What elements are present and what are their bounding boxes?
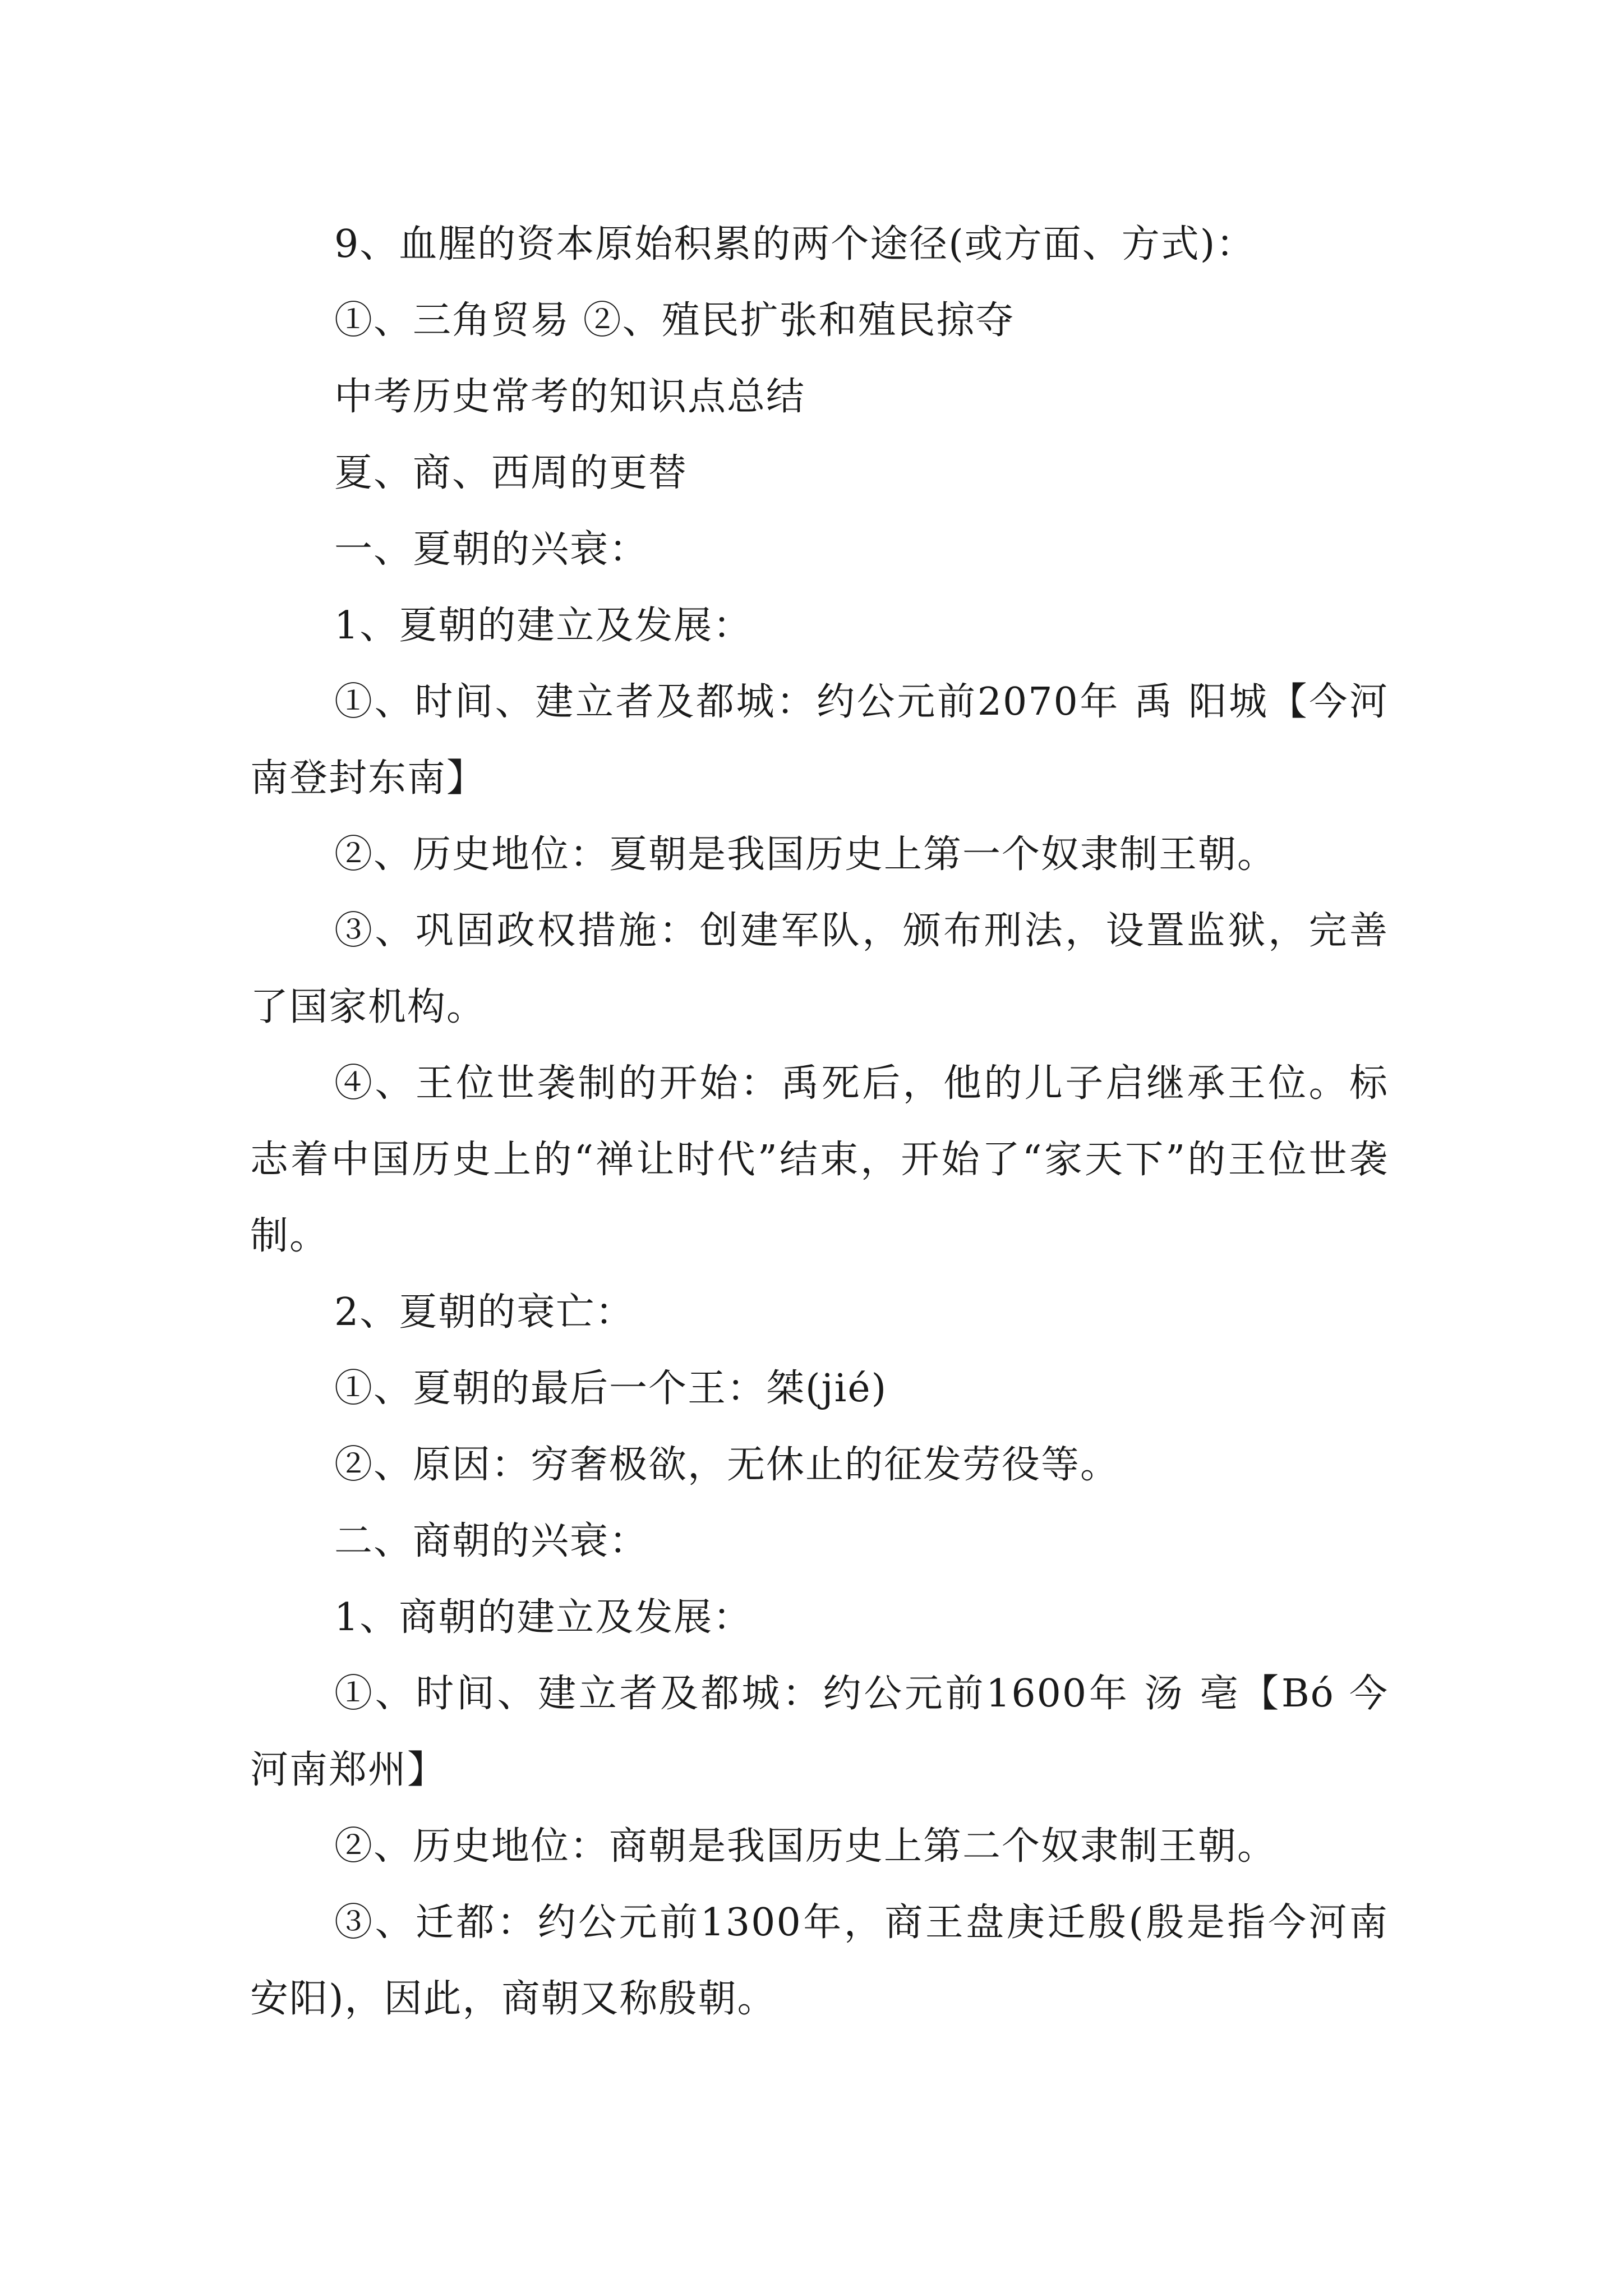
section-heading: 夏、商、西周的更替 xyxy=(334,451,688,495)
paragraph: ③、迁都：约公元前1300年，商王盘庚迁殷(殷是指今河南安阳)，因此，商朝又称殷朝。 xyxy=(250,1901,1389,2021)
paragraph: ②、原因：穷奢极欲，无休止的征发劳役等。 xyxy=(334,1443,1120,1487)
paragraph: ①、三角贸易 ②、殖民扩张和殖民掠夺 xyxy=(334,298,1015,343)
paragraph: ①、时间、建立者及都城：约公元前1600年 汤 亳【Bó 今河南郑州】 xyxy=(250,1672,1389,1792)
paragraph: ④、王位世袭制的开始：禹死后，他的儿子启继承王位。标志着中国历史上的“禅让时代”结束，开始了“家天下”的王位世袭制。 xyxy=(250,1061,1389,1258)
section-heading: 二、商朝的兴衰： xyxy=(334,1519,649,1563)
paragraph: ②、历史地位：夏朝是我国历史上第一个奴隶制王朝。 xyxy=(334,832,1277,877)
document-body xyxy=(250,206,1389,2037)
paragraph: ①、夏朝的最后一个王：桀(jié) xyxy=(334,1366,888,1411)
paragraph: ③、巩固政权措施：创建军队，颁布刑法，设置监狱，完善了国家机构。 xyxy=(250,909,1389,1029)
section-heading: 一、夏朝的兴衰： xyxy=(334,527,649,572)
paragraph: ①、时间、建立者及都城：约公元前2070年 禹 阳城【今河南登封东南】 xyxy=(250,680,1389,800)
paragraph: 9、血腥的资本原始积累的两个途径(或方面、方式)： xyxy=(334,222,1256,266)
paragraph: 中考历史常考的知识点总结 xyxy=(334,375,806,419)
subsection-heading: 1、商朝的建立及发展： xyxy=(334,1595,753,1640)
subsection-heading: 1、夏朝的建立及发展： xyxy=(334,604,753,648)
paragraph: ②、历史地位：商朝是我国历史上第二个奴隶制王朝。 xyxy=(334,1824,1277,1869)
subsection-heading: 2、夏朝的衰亡： xyxy=(334,1290,635,1335)
